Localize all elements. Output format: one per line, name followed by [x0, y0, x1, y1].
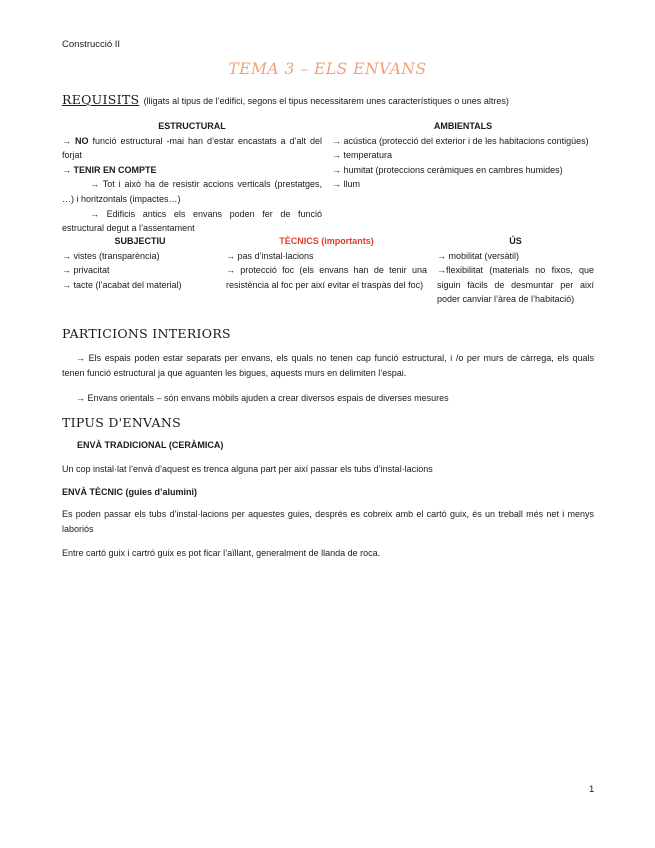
- estructural-heading: ESTRUCTURAL: [158, 121, 226, 131]
- page-title: TEMA 3 – ELS ENVANS: [228, 60, 427, 78]
- extra-text: Entre cartó guix i cartró guix es pot ficar l’aïllant, generalment de llanda de roca.: [62, 548, 381, 558]
- particions-paragraph-1: → Els espais poden estar separats per envans, els quals no tenen cap funció estructural, i /o per murs de càrrega, els quals tenen funció estructural ja que aguanten les bigues, aquests murs en delimiten l’espai.: [62, 353, 594, 378]
- requisits-heading: REQUISITS: [62, 92, 140, 107]
- subjectiu-heading: SUBJECTIU: [114, 236, 166, 246]
- ambientals-item: → temperatura: [332, 150, 393, 161]
- estructural-line-2: → TENIR EN COMPTE: [62, 164, 157, 175]
- tradicional-heading: ENVÀ TRADICIONAL (CERÀMICA): [77, 440, 224, 450]
- requisits-heading-line: [62, 92, 509, 107]
- subjectiu-item: → tacte (l’acabat del material): [62, 279, 182, 290]
- tecnics-item: → pas d’instal·lacions: [226, 250, 314, 261]
- estructural-line-1-text: funció estructural -mai han d’estar encastats a d’alt del forjat: [62, 135, 322, 161]
- tipus-heading: [62, 415, 181, 430]
- particions-heading: [62, 326, 231, 341]
- estructural-line-1-bold: → NO: [62, 135, 89, 146]
- ambientals-item: → llum: [332, 179, 361, 190]
- us-heading: ÚS: [509, 236, 522, 246]
- tecnics-item: → protecció foc (els envans han de tenir una resistència al foc per així evitar el traspàs del foc): [226, 265, 427, 290]
- ambientals-heading: AMBIENTALS: [433, 121, 493, 131]
- estructural-line-3: → Tot i això ha de resistir accions verticals (prestatges, …) i horitzontals (impactes…): [62, 179, 322, 204]
- tecnic-heading: ENVÀ TÈCNIC (guies d’alumini): [62, 487, 198, 497]
- tipus-heading-text: TIPUS D'ENVANS: [62, 415, 181, 430]
- ambientals-item: → acústica (protecció del exterior i de les habitacions contigües): [332, 135, 589, 146]
- us-item: → mobilitat (versàtil): [437, 250, 520, 261]
- requisits-subtitle: (lligats al tipus de l’edifici, segons el tipus necessitarem unes característiques o unes altres): [143, 96, 509, 106]
- particions-heading-text: PARTICIONS INTERIORS: [62, 326, 231, 341]
- particions-paragraph-2: → Envans orientals – són envans mòbils ajuden a crear diversos espais de diverses mesures: [76, 393, 449, 403]
- estructural-line-1: [62, 134, 322, 163]
- subjectiu-item: → privacitat: [62, 265, 110, 276]
- estructural-column: [62, 119, 322, 236]
- us-item: →flexibilitat (materials no fixos, que siguin fàcils de desmuntar per així poder canviar l’àrea de l’habitació): [437, 265, 594, 305]
- tecnics-heading: TÈCNICS (importants): [279, 236, 374, 246]
- tradicional-text: Un cop instal·lat l’envà d’aquest es trenca alguna part per així passar els tubs d’instal·lacions: [62, 464, 433, 474]
- us-column: [437, 234, 594, 307]
- subjectiu-column: [62, 234, 218, 292]
- tecnics-column: [226, 234, 427, 292]
- ambientals-item: → humitat (proteccions ceràmiques en cambres humides): [332, 164, 563, 175]
- page-header: Construcció II: [62, 39, 121, 50]
- subjectiu-item: → vistes (transparència): [62, 250, 160, 261]
- tecnic-text: Es poden passar els tubs d’instal·lacions per aquestes guies, després es cobreix amb el cartó guix, és un treball més net i menys laboriós: [62, 509, 594, 534]
- page-number: 1: [589, 784, 595, 795]
- estructural-line-4: → Edificis antics els envans poden fer de funció estructural degut a l’assentament: [62, 208, 322, 234]
- ambientals-column: [332, 119, 594, 192]
